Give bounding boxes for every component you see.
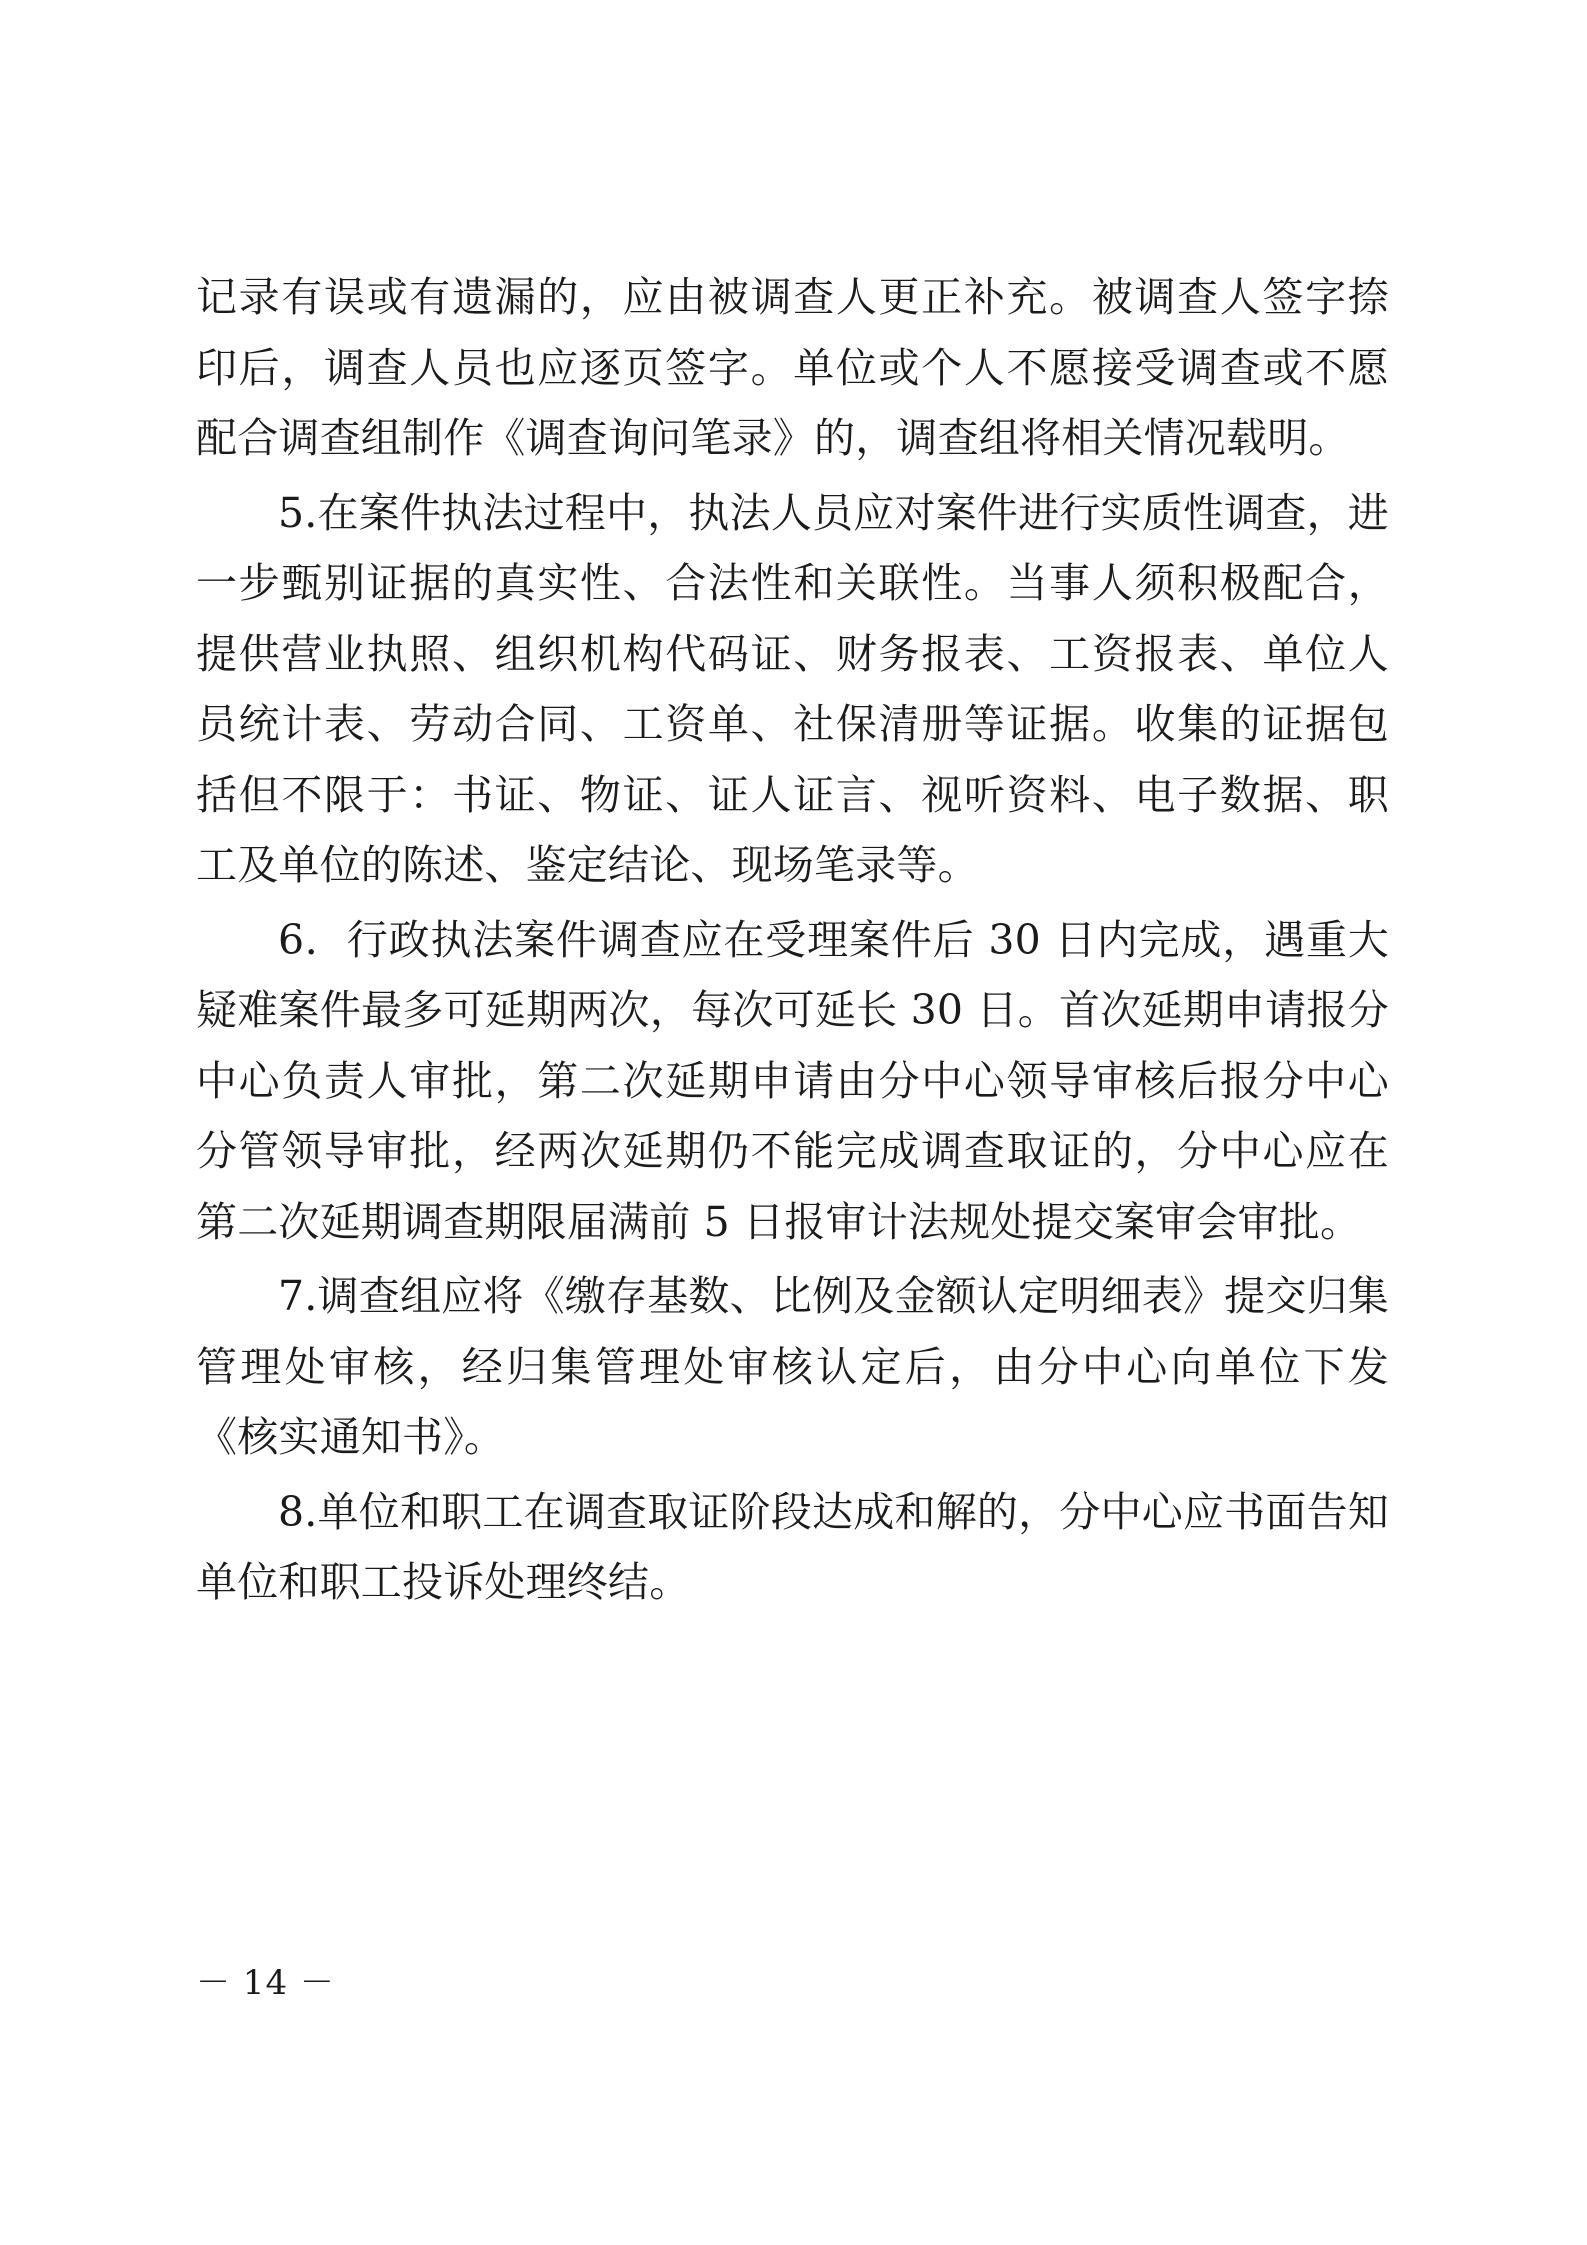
paragraph-record-correction: 记录有误或有遗漏的，应由被调查人更正补充。被调查人签字捺印后，调查人员也应逐页签字。单位或个人不愿接受调查或不愿配合调查组制作《调查询问笔录》的，调查组将相关情况载明。	[196, 273, 1389, 463]
paragraph-item-8: 8.单位和职工在调查取证阶段达成和解的，分中心应书面告知单位和职工投诉处理终结。	[196, 1487, 1389, 1607]
paragraph-item-5: 5.在案件执法过程中，执法人员应对案件进行实质性调查，进一步甄别证据的真实性、合法性和关联性。当事人须积极配合，提供营业执照、组织机构代码证、财务报表、工资报表、单位人员统计表、劳动合同、工资单、社保清册等证据。收集的证据包括但不限于：书证、物证、证人证言、视听资料、电子数据、职工及单位的陈述、鉴定结论、现场笔录等。	[196, 488, 1389, 890]
paragraph-item-6: 6．行政执法案件调查应在受理案件后 30 日内完成，遇重大疑难案件最多可延期两次，每次可延长 30 日。首次延期申请报分中心负责人审批，第二次延期申请由分中心领导审核后报分中心分管领导审批，经两次延期仍不能完成调查取证的，分中心应在第二次延期调查期限届满前 5 日报审计法规处提交案审会审批。	[196, 915, 1389, 1246]
page-number: － 14 －	[196, 1963, 335, 2003]
paragraph-item-7: 7.调查组应将《缴存基数、比例及金额认定明细表》提交归集管理处审核，经归集管理处审核认定后，由分中心向单位下发《核实通知书》。	[196, 1272, 1389, 1462]
page-body	[196, 262, 1389, 1622]
